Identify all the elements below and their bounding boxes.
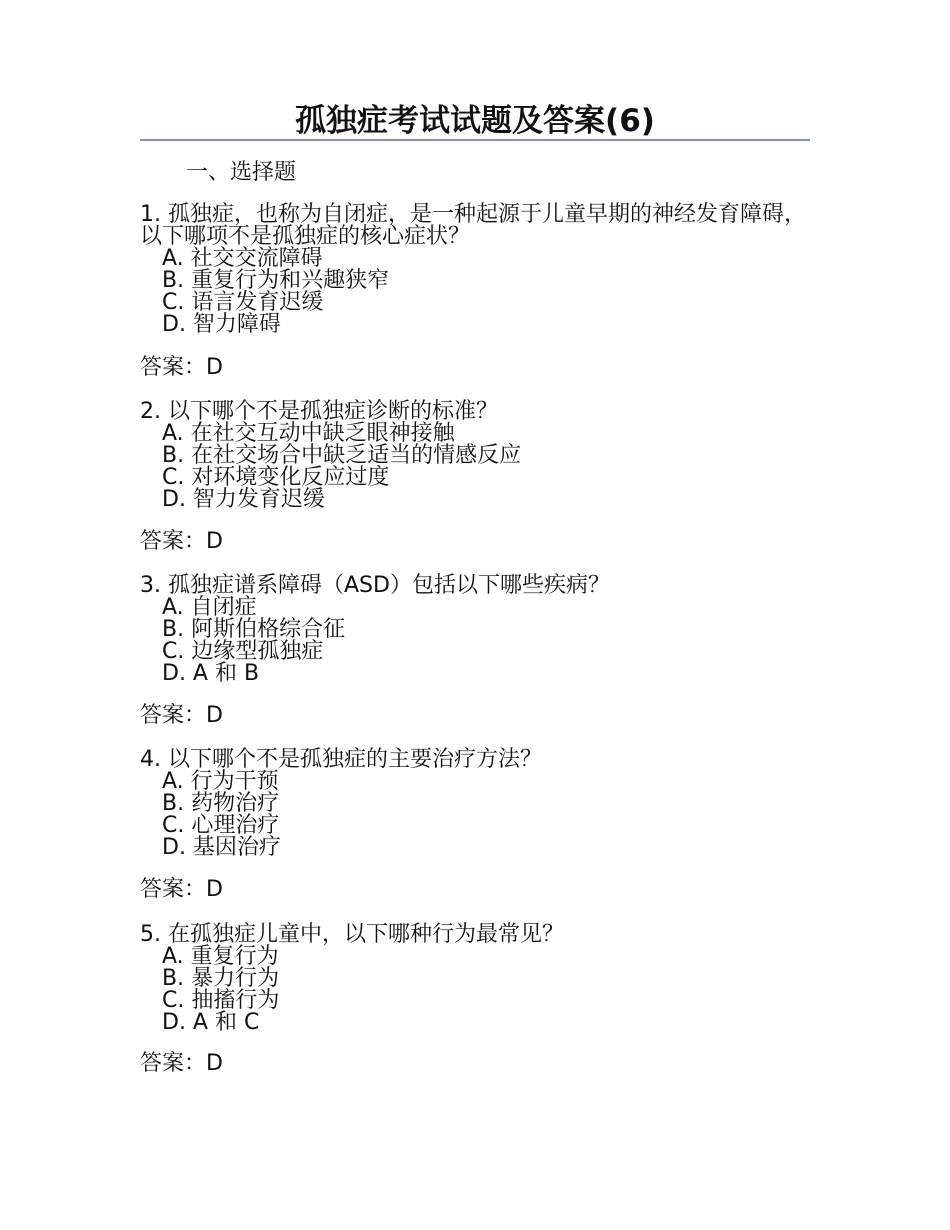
- option-b: B. 在社交场合中缺乏适当的情感反应: [162, 443, 522, 468]
- question-4: [140, 749, 810, 859]
- option-d: D. 智力障碍: [162, 312, 281, 337]
- option-list: [140, 946, 810, 1034]
- option-c: C. 语言发育迟缓: [162, 290, 324, 315]
- option-a: A. 自闭症: [162, 595, 257, 620]
- option-c: C. 对环境变化反应过度: [162, 465, 390, 490]
- option-d: D. A 和 B: [162, 661, 260, 686]
- option-d: D. 基因治疗: [162, 835, 281, 860]
- option-c: C. 心理治疗: [162, 813, 280, 838]
- option-a: A. 社交交流障碍: [162, 246, 323, 271]
- option-d: D. A 和 C: [162, 1010, 260, 1035]
- option-b: B. 暴力行为: [162, 966, 280, 991]
- question-5: [140, 924, 810, 1034]
- question-3: [140, 575, 810, 685]
- question-text: 2. 以下哪个不是孤独症诊断的标准？: [140, 399, 498, 424]
- question-2: [140, 401, 810, 511]
- option-b: B. 药物治疗: [162, 791, 280, 816]
- question-text: 5. 在孤独症儿童中，以下哪种行为最常见？: [140, 922, 564, 947]
- question-text: 4. 以下哪个不是孤独症的主要治疗方法？: [140, 747, 542, 772]
- option-list: [140, 248, 810, 336]
- option-list: [140, 771, 810, 859]
- answer-5: 答案：D: [140, 1051, 223, 1076]
- title-underline: [140, 139, 810, 141]
- question-1: [140, 204, 810, 336]
- option-a: A. 重复行为: [162, 944, 279, 969]
- answer-4: 答案：D: [140, 877, 223, 902]
- question-text: 1. 孤独症，也称为自闭症，是一种起源于儿童早期的神经发育障碍，以下哪项不是孤独症的核心症状？: [140, 202, 806, 249]
- option-c: C. 边缘型孤独症: [162, 639, 324, 664]
- option-c: C. 抽搐行为: [162, 988, 280, 1013]
- option-list: [140, 423, 810, 511]
- page-title: 孤独症考试试题及答案(6): [295, 103, 655, 139]
- option-a: A. 行为干预: [162, 769, 279, 794]
- answer-1: 答案：D: [140, 355, 223, 380]
- answer-2: 答案：D: [140, 529, 223, 554]
- section-heading: 一、选择题: [186, 160, 297, 185]
- option-d: D. 智力发育迟缓: [162, 487, 325, 512]
- question-text: 3. 孤独症谱系障碍（ASD）包括以下哪些疾病？: [140, 573, 610, 598]
- option-list: [140, 597, 810, 685]
- option-a: A. 在社交互动中缺乏眼神接触: [162, 421, 455, 446]
- option-b: B. 重复行为和兴趣狭窄: [162, 268, 390, 293]
- option-b: B. 阿斯伯格综合征: [162, 617, 346, 642]
- answer-3: 答案：D: [140, 703, 223, 728]
